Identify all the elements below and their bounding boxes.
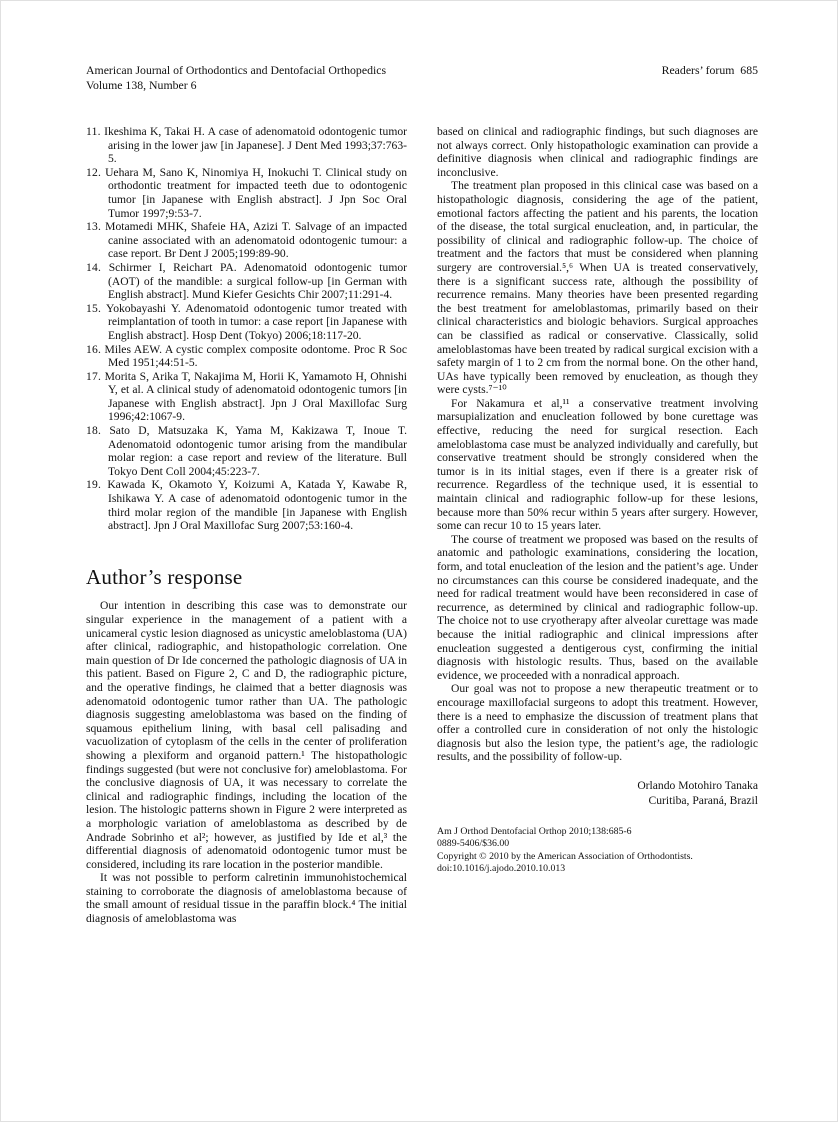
reference-text: Kawada K, Okamoto Y, Koizumi A, Katada Y, Kawabe R, Ishikawa Y. A case of adenomatoid odontogenic tumor in the third molar region of the mandible [in Japanese with English abstract]. Jpn J Oral Maxillofac Surg 2007;53:160-4. — [107, 478, 407, 533]
issn-price-line: 0889-5406/$36.00 — [437, 838, 510, 850]
reference-text: Sato D, Matsuzaka K, Yama M, Kakizawa T, Inoue T. Adenomatoid odontogenic tumor arising from the mandibular molar region: a case report and review of the literature. Bull Tokyo Dent Coll 2004;45:223-7. — [108, 424, 407, 478]
page-header — [86, 63, 758, 93]
author-signature — [437, 778, 758, 808]
reference-number: 14. — [86, 260, 102, 274]
response-paragraph: The course of treatment we proposed was based on the results of anatomic and pathologic examinations, considering the location, form, and total enucleation of the lesion and the patient’s age. Under no circumstances can this course be considered inadequate, and the need for radical treatment would have been reconsidered in case of recurrence, as determined by clinical and radiographic follow-up. The choice not to use cryotherapy after alveolar curettage was made because the initial radiographic and clinical impressions after enucleation suggested a dentigerous cyst, confirming the initial diagnosis with histologic results. Thus, based on the available evidence, we proceeded with a nonradical approach. — [437, 532, 758, 682]
reference-number: 19. — [86, 478, 102, 492]
response-paragraph: It was not possible to perform calretinin immunohistochemical staining to corroborate the diagnosis of ameloblastoma because of the small amount of residual tissue in the paraffin block.⁴ The initial diagnosis of ameloblastoma was — [86, 871, 407, 926]
reference-text: Schirmer I, Reichart PA. Adenomatoid odontogenic tumor (AOT) of the mandible: a surgical follow-up [in German with English abstract]. Mund Kiefer Gesichts Chir 2007;11:291-4. — [108, 260, 407, 302]
doi-line: doi:10.1016/j.ajodo.2010.10.013 — [437, 863, 566, 875]
response-paragraph-continuation: based on clinical and radiographic findings, but such diagnoses are not always correct. Only histopathologic examination can provide a definitive diagnosis when clinical and radiographic findings are inconclusive. — [437, 125, 758, 179]
reference-item — [86, 302, 407, 343]
reference-item — [86, 261, 407, 302]
response-heading: Author’s response — [86, 564, 243, 589]
reference-number: 17. — [86, 369, 102, 383]
response-paragraph: Our goal was not to propose a new therapeutic treatment or to encourage maxillofacial surgeons to adopt this treatment. However, there is a need to emphasize the discussion of treatment plans that offer a controlled cure in consideration of not only the histologic diagnosis but also the lesion type, the patient’s age, the radiologic results, and the possibility of follow-up. — [437, 682, 758, 764]
right-column — [437, 125, 758, 926]
reference-number: 15. — [86, 301, 102, 315]
journal-volume: Volume 138, Number 6 — [86, 78, 197, 92]
left-column — [86, 125, 407, 926]
reference-text: Motamedi MHK, Shafeie HA, Azizi T. Salvage of an impacted canine associated with an adenomatoid odontogenic tumour: a case report. Br Dent J 2005;199:89-90. — [105, 220, 407, 261]
reference-number: 13. — [86, 220, 102, 234]
reference-number: 12. — [86, 165, 102, 179]
reference-number: 16. — [86, 342, 102, 356]
reference-item — [86, 125, 407, 166]
reference-item — [86, 166, 407, 220]
reference-number: 11. — [86, 125, 101, 138]
reference-list — [86, 125, 407, 533]
reference-item — [86, 424, 407, 478]
reference-text: Ikeshima K, Takai H. A case of adenomatoid odontogenic tumor arising in the lower jaw [in Japanese]. J Dent Med 1993;37:763-5. — [104, 125, 407, 166]
section-page-label: Readers’ forum 685 — [661, 63, 758, 77]
journal-header-block — [86, 63, 386, 93]
response-paragraph: The treatment plan proposed in this clinical case was based on a histopathologic diagnosis, considering the age of the patient, emotional factors affecting the patient and his parents, the location of the disease, the total surgical enucleation, and, in particular, the possibility of clinical and radiographic follow-up. The choice of treatment and the factors that must be considered when planning surgery are controversial.⁵,⁶ When UA is treated conservatively, there is a significant success rate, although the possibility of recurrence remains. Many theories have been presented regarding the best treatment for ameloblastomas, primarily based on their clinical characteristics and biologic behaviors. Surgical approaches can be classified as radical or conservative. Classically, solid ameloblastomas have been treated by radical surgical excision with a safety margin of 1 to 2 cm from the normal bone. On the other hand, UAs have typically been removed by enucleation, as though they were cysts.⁷⁻¹⁰ — [437, 179, 758, 397]
reference-text: Yokobayashi Y. Adenomatoid odontogenic tumor treated with reimplantation of tooth in tumor: a case report [in Japanese with English abstract]. Hosp Dent (Tokyo) 2006;18:117-20. — [106, 301, 407, 342]
reference-item — [86, 478, 407, 532]
citation-line: Am J Orthod Dentofacial Orthop 2010;138:685-6 — [437, 825, 632, 837]
two-column-body — [86, 125, 758, 926]
author-location: Curitiba, Paraná, Brazil — [648, 793, 758, 807]
article-footer-info — [437, 826, 758, 876]
reference-item — [86, 370, 407, 424]
copyright-line: Copyright © 2010 by the American Association of Orthodontists. — [437, 850, 693, 862]
reference-text: Morita S, Arika T, Nakajima M, Horii K, Yamamoto H, Ohnishi Y, et al. A clinical study of adenomatoid odontogenic tumors [in Japanese with English abstract]. Jpn J Oral Maxillofac Surg 1996;42:1067-9. — [104, 369, 407, 424]
reference-item — [86, 343, 407, 370]
reference-text: Miles AEW. A cystic complex composite odontome. Proc R Soc Med 1951;44:51-5. — [104, 342, 407, 370]
author-name: Orlando Motohiro Tanaka — [637, 778, 758, 792]
reference-text: Uehara M, Sano K, Ninomiya H, Inokuchi T. Clinical study on orthodontic treatment for impacted teeth due to odontogenic tumor [in Japanese with English abstract]. J Jpn Soc Oral Tumor 1997;9:53-7. — [105, 165, 407, 220]
response-paragraph: For Nakamura et al,¹¹ a conservative treatment involving marsupialization and enucleation followed by bone curettage was effective, reducing the need for surgical resection. Each ameloblastoma case must be analyzed individually and carefully, but conservative treatment should be strongly considered when the tumor is in its initial stages, even if there is a greater risk of recurrence. Regardless of the technique used, it is essential to maintain clinical and radiographic follow-up for these lesions, because more than 50% recur within 5 years after surgery. However, some can recur 10 to 15 years later. — [437, 396, 758, 533]
journal-title: American Journal of Orthodontics and Dentofacial Orthopedics — [86, 63, 387, 77]
reference-number: 18. — [86, 424, 102, 438]
reference-item — [86, 220, 407, 261]
response-paragraph: Our intention in describing this case was to demonstrate our singular experience in the management of a patient with a unicameral cystic lesion diagnosed as unicystic ameloblastoma (UA) after clinical, radiographic, and histopathologic correlation. One main question of Dr Ide concerned the pathologic diagnosis of UA in this patient. Based on Figure 2, C and D, the radiographic picture, and the operative findings, he claimed that a better diagnosis was adenomatoid odontogenic tumor rather than UA. The pathologic diagnosis suggesting ameloblastoma was based on the finding of squamous epithelium lining, with basal cell palisading and vacuolization of cytoplasm of the cells in the center of proliferation showing a plexiform and organoid pattern.¹ The histopathologic findings suggested (but were not conclusive for) ameloblastoma. For the conclusive diagnosis of UA, it was necessary to correlate the clinical and radiographic findings, including the location of the lesion. The histologic patterns shown in Figure 2 were interpreted as a morphologic variation of ameloblastoma as described by de Andrade Sobrinho et al²; however, as justified by Ide et al,³ the differential diagnosis of adenomatoid odontogenic tumor must be considered, including its rare location in the posterior mandible. — [86, 599, 407, 871]
